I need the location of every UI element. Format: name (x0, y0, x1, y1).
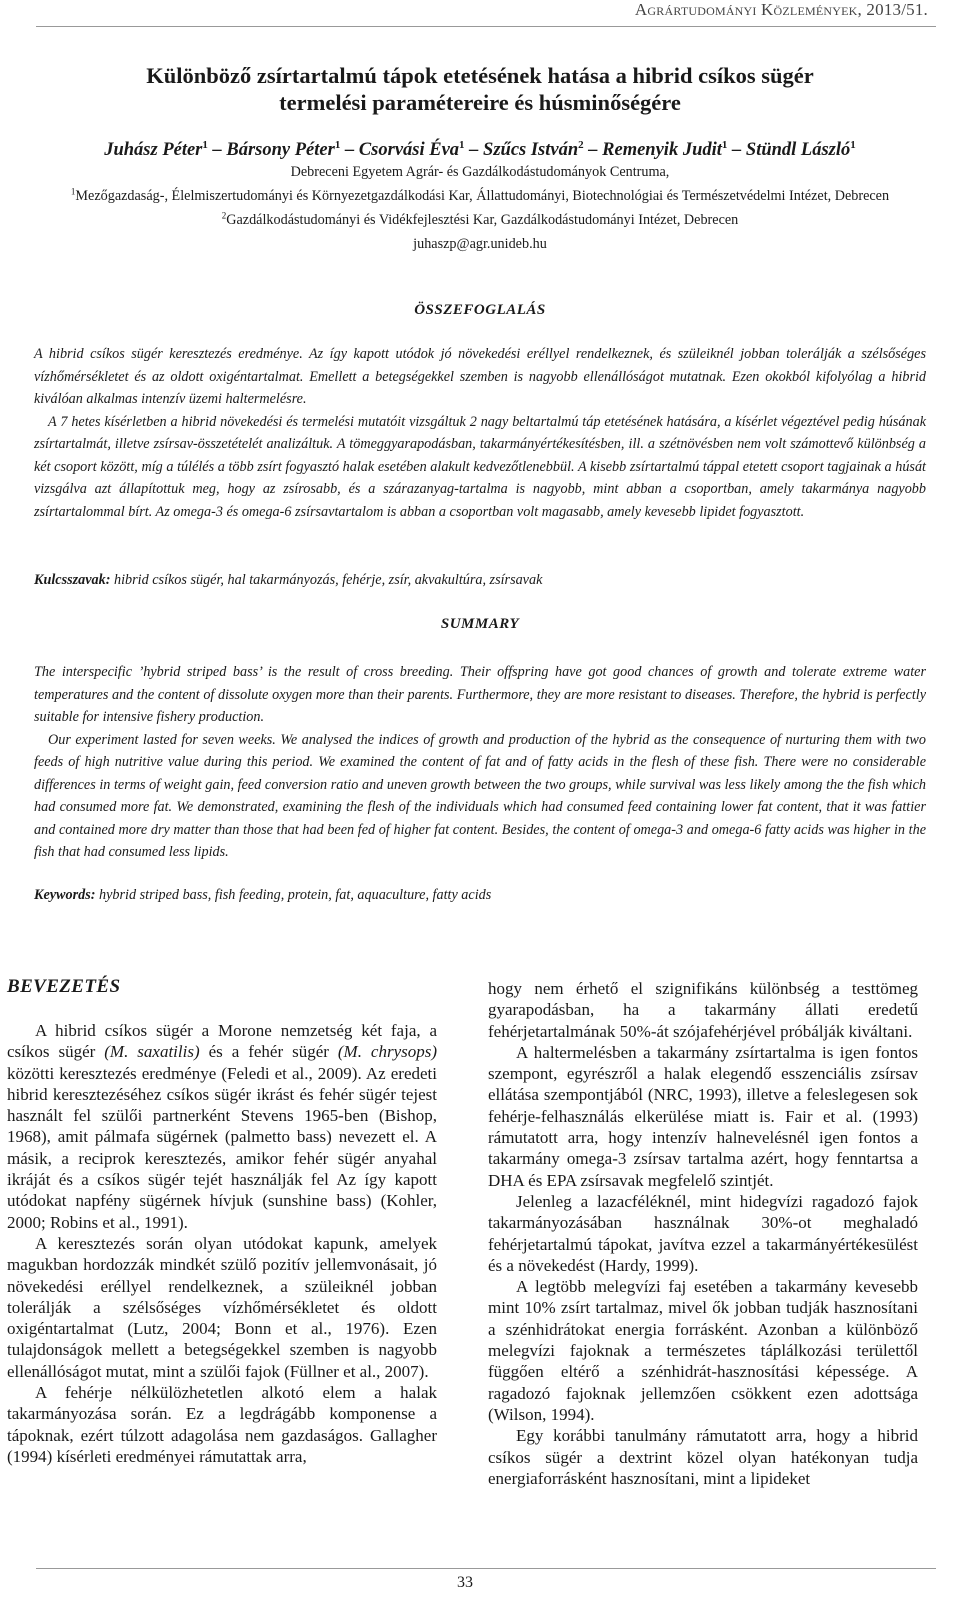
running-head: Agrártudományi Közlemények, 2013/51. (634, 0, 928, 19)
author-affiliation-mark: 1 (721, 138, 728, 151)
body-paragraph: A haltermelésben a takarmány zsírtartalma is igen fontos szempont, egyrészről a halak elegendő esszenciális zsírsav ellátása szempontjából (NRC, 1993), illetve a feleslegesen sok fehérje-felhasználás elkerülése miatt is. Fair et al. (1993) rámutatott arra, hogy intenzív halnevelésnél igen fontos a takarmány omega-3 zsírsav tartalma azért, hogy fenntartsa a DHA és EPA zsírsavak megfelelő szintjét. (488, 1042, 918, 1190)
affiliation-1-text: Mezőgazdaság-, Élelmiszertudományi és Környezetgazdálkodási Kar, Állattudományi, Biotechnológiai és Természetvédelmi Intézet, Debrecen (75, 188, 890, 204)
title-line-1: Különböző zsírtartalmú tápok etetésének hatása a hibrid csíkos sügér (146, 63, 814, 88)
abstract-paragraph: Our experiment lasted for seven weeks. We analysed the indices of growth and production of the hybrid as the consequence of nurturing them with two feeds of high nutritive value during this period. We examined the content of fat and of fatty acids in the flesh of these fish. There were no considerable differences in terms of weight gain, feed conversion ratio and uneven growth between the two groups, while survival was less likely among the the fish which had consumed more fat. We demonstrated, examining the flesh of the individuals which had consumed feed containing lower fat content, that it was fattier and contained more dry matter than those that had been fed of higher fat content. Besides, the content of omega-3 and omega-6 fatty acids was higher in the fish that had consumed less lipids. (34, 731, 926, 860)
abstract-paragraph: The interspecific ’hybrid striped bass’ is the result of cross breeding. Their offspring have got good chances of growth and tolerate extreme water temperatures and the content of dissolute oxygen more than their parents. Furthermore, they are more resistant to diseases. Therefore, the hybrid is perfectly suitable for intensive fishery production. (34, 664, 926, 725)
affiliation-mark: 1 (70, 186, 76, 197)
keywords-text: hibrid csíkos sügér, hal takarmányozás, fehérje, zsír, akvakultúra, zsírsavak (114, 572, 543, 588)
body-text: A hibrid csíkos sügér a Morone nemzetség két faja, a csíkos sügér (7, 1021, 437, 1062)
title-line-2: termelési paramétereire és húsminőségére (279, 90, 681, 115)
footer-rule (36, 1568, 936, 1569)
affiliation-university: Debreceni Egyetem Agrár- és Gazdálkodástudományok Centruma, (290, 164, 670, 180)
author-name: Csorvási Éva (358, 140, 460, 160)
body-paragraph: A keresztezés során olyan utódokat kapunk, amelyek magukban hordozzák mindkét szülő pozitív jellemvonásait, jó növekedési eréllyel rendelkeznek, a szüleiknél jobban tolerálják a szélsőséges vízhőmérsékletet és oldott oxigéntartalmat (Lutz, 2004; Bonn et al., 1976). Ezen tulajdonságok mellett a betegségekkel szemben is nagyobb ellenállóságot mutat, mint a szülői fajok (Füllner et al., 2007). (7, 1233, 437, 1381)
paper-title (40, 62, 920, 116)
keywords-label: Keywords: (34, 887, 96, 903)
body-text: és a fehér sügér (199, 1042, 338, 1062)
author-affiliation-mark: 1 (334, 138, 341, 151)
author-name: Bársony Péter (226, 140, 335, 160)
abstract-paragraph: A hibrid csíkos sügér keresztezés eredménye. Az így kapott utódok jó növekedési eréllyel rendelkeznek, és szüleiknél jobban tolerálják a szélsőséges vízhőmérsékletet és az oldott oxigéntartalmat. Emellett a betegségekkel szemben is nagyobb ellenállóságot mutatnak. Ezen okokból kifolyólag a hibrid kiválóan alkalmas intenzív üzemi haltermelésre. (34, 346, 926, 407)
english-abstract (34, 661, 926, 864)
body-paragraph: Egy korábbi tanulmány rámutatott arra, hogy a hibrid csíkos sügér a dextrint közel olyan hatékonyan tudja energiaforrásként hasznosítani, mint a lipideket (488, 1426, 918, 1488)
page-number: 33 (457, 1574, 473, 1591)
affiliation-2-text: Gazdálkodástudományi és Vidékfejlesztési Kar, Gazdálkodástudományi Intézet, Debrecen (226, 212, 739, 228)
author-affiliation-mark: 2 (578, 138, 584, 151)
right-column (488, 978, 918, 1489)
body-text: közötti keresztezés eredménye (Feledi et al., 2009). Az eredeti hibrid keresztezéséhez csíkos sügér ikrást és fehér sügér tejest használt fel szülői partnerként Stevens 1965-ben (Bishop, 1968), amit pálmafa sügérnek (palmetto bass) nevezett el. A másik, a reciprok keresztezés, amikor fehér sügér anyahal ikráját és a csíkos sügér tejét használják fel Az így kapott utódokat napfény sügérnek hívjuk (sunshine bass) (Kohler, 2000; Robins et al., 1991). (7, 1063, 437, 1232)
hungarian-abstract (34, 343, 926, 523)
introduction-heading: BEVEZETÉS (7, 976, 121, 997)
author-affiliation-mark: 1 (202, 138, 208, 151)
author-separator: – (344, 140, 355, 160)
author-separator: – (469, 140, 479, 160)
author-affiliation-mark: 1 (850, 138, 856, 151)
body-paragraph: A fehérje nélkülözhetetlen alkotó elem a halak takarmányozása során. Ez a legdrágább komponense a tápoknak, ezért túlzott adagolása nem gazdaságos. Gallagher (1994) kísérleti eredményei rámutattak arra, (7, 1383, 437, 1466)
author-name: Szűcs István (483, 140, 579, 160)
author-separator: – (732, 140, 742, 160)
abstract-paragraph: A 7 hetes kísérletben a hibrid növekedési és termelési mutatóit vizsgáltuk 2 nagy beltartalmú táp etetésének hatására, a kísérlet végeztével pedig húsának zsírtartalmát, illetve zsírsav-összetételét analizáltuk. A tömeggyarapodásban, takarmányértékesítésben, ill. a szétnövésben nem volt számottevő különbség a két csoport között, míg a túlélés a több zsírt fogyasztó halak esetében alakult kedvezőtlenebbül. A kisebb zsírtartalmú táppal etetett csoport tagjainak a húsát vizsgálva azt állapítottuk meg, hogy az zsírosabb, és a szárazanyag-tartalma is nagyobb, mint abban a csoportban, amely takarmánya nagyobb zsírtartalommal bírt. Az omega-3 és omega-6 zsírsavtartalom is abban a csoportban volt magasabb, amely kevesebb lipidet fogyasztott. (34, 413, 926, 520)
hungarian-keywords (34, 572, 926, 589)
species-name: (M. saxatilis) (104, 1042, 200, 1062)
author-list (20, 140, 940, 161)
author-separator: – (212, 140, 222, 160)
english-abstract-heading: SUMMARY (440, 616, 520, 632)
affiliation-1 (10, 186, 950, 206)
contact-email: juhaszp@agr.unideb.hu (413, 236, 547, 252)
body-paragraph: A legtöbb melegvízi faj esetében a takarmány kevesebb mint 10% zsírt tartalmaz, mivel ők jobban tudják hasznosítani a szénhidrátokat energia forrásként. Azonban a különböző melegvízi fajoknak a természetes táplálkozási területtől függően eltérő a szénhidrát-hasznosítási képessége. A ragadozó fajoknak jellemzően csökkent ezen adottsága (Wilson, 1994). (488, 1277, 918, 1424)
keywords-label: Kulcsszavak: (34, 572, 111, 588)
left-column (7, 1020, 437, 1467)
affiliation-2 (10, 210, 950, 230)
author-separator: – (588, 140, 598, 160)
header-rule (36, 26, 936, 27)
author-name: Remenyik Judit (602, 140, 722, 160)
author-affiliation-mark: 1 (459, 138, 465, 151)
body-paragraph: Jelenleg a lazacféléknél, mint hidegvízi ragadozó fajok takarmányozásában használnak 30%-ot meghaladó fehérjetartalmú tápokat, javítva ezzel a takarmányértékesülést és a növekedést (Hardy, 1999). (488, 1191, 918, 1275)
species-name: (M. chrysops) (337, 1042, 438, 1062)
keywords-text: hybrid striped bass, fish feeding, protein, fat, aquaculture, fatty acids (99, 887, 492, 903)
hungarian-abstract-heading: ÖSSZEFOGLALÁS (414, 302, 546, 318)
english-keywords (34, 887, 926, 904)
affiliation-mark: 2 (221, 210, 227, 221)
author-name: Stündl László (745, 140, 851, 160)
author-name: Juhász Péter (104, 140, 203, 160)
body-paragraph: hogy nem érhető el szignifikáns különbség a testtömeg gyarapodásban, ha a takarmány állati eredetű fehérjetartalmának 50%-át szójafehérjével próbálják kiváltani. (488, 979, 918, 1041)
body-paragraph (7, 1020, 437, 1233)
